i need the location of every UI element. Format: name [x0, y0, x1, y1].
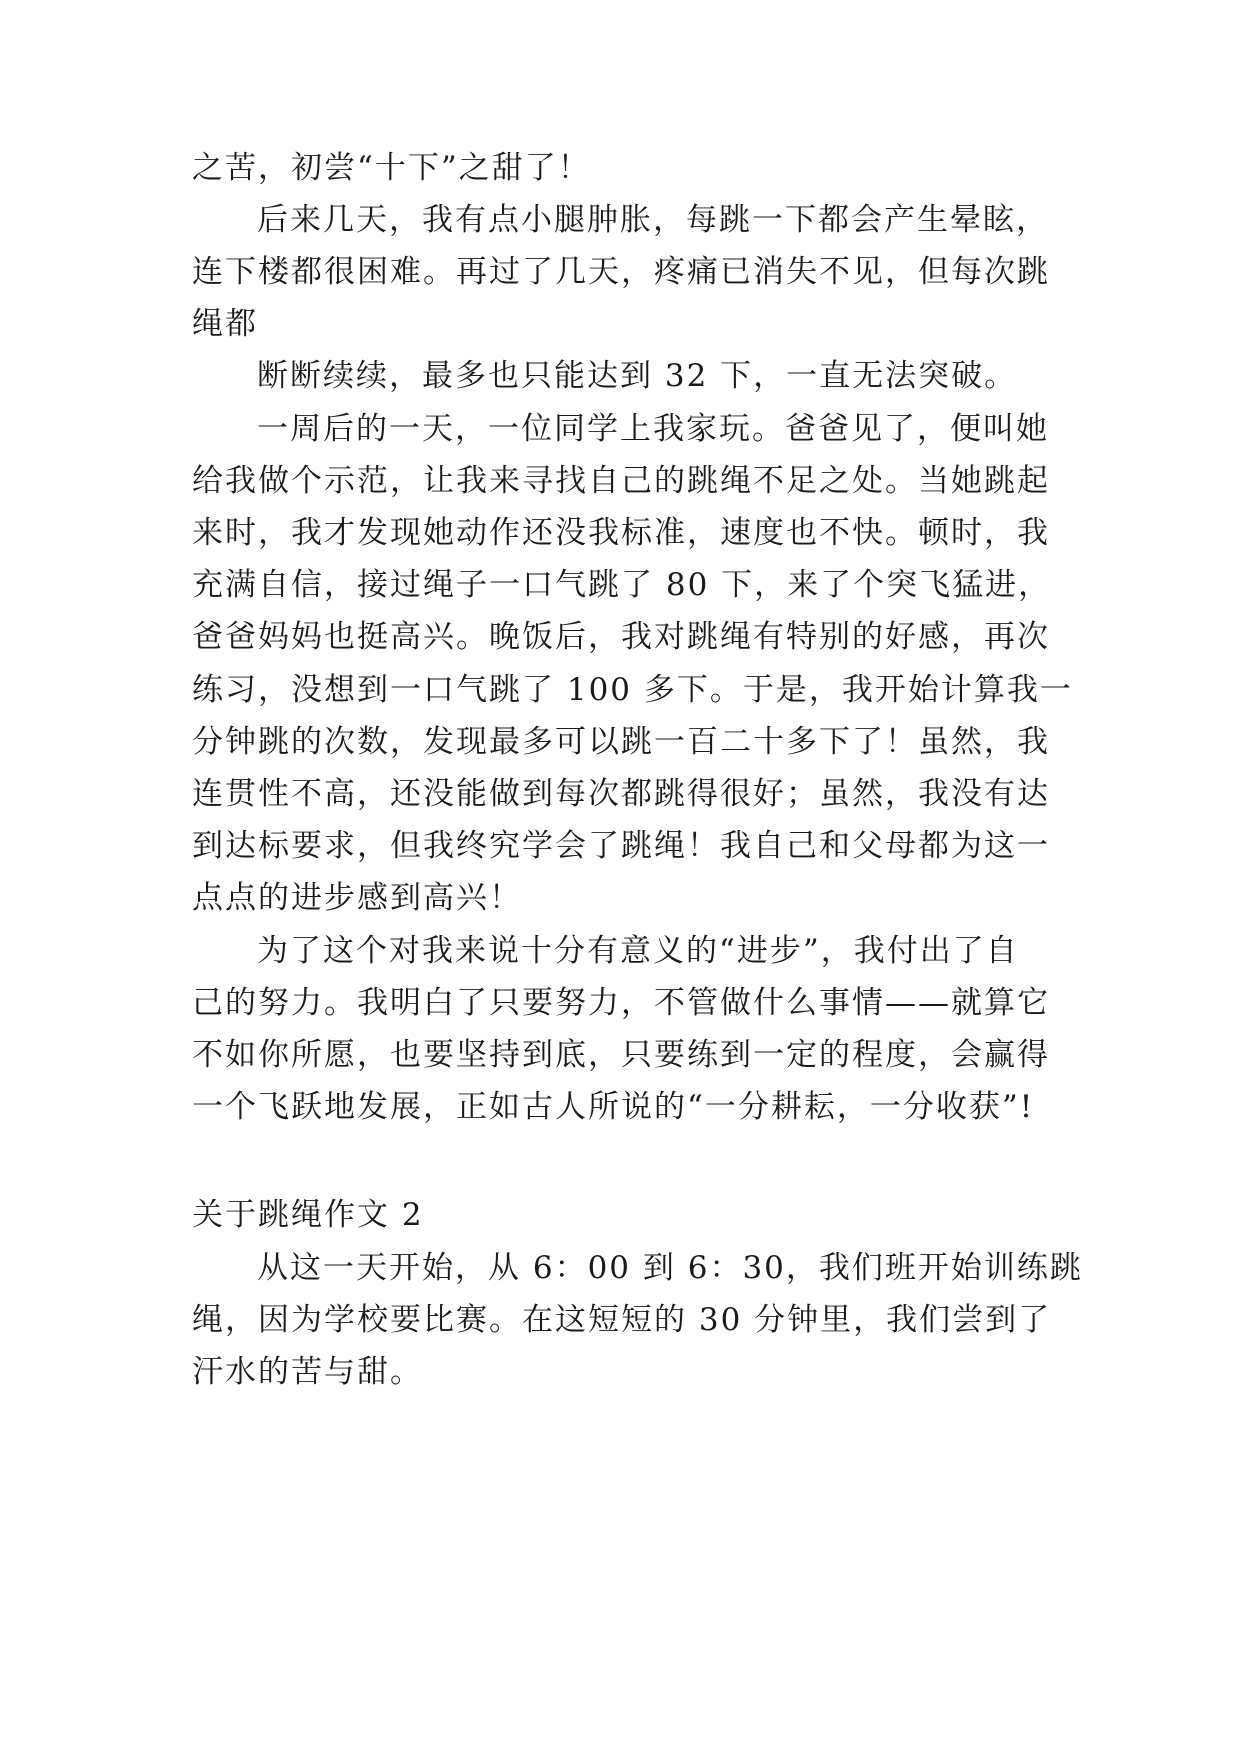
text-line: 之苦，初尝“十下”之甜了！: [192, 150, 591, 186]
text-line: 来时，我才发现她动作还没我标准，速度也不快。顿时，我: [192, 515, 1050, 551]
text-line: 后来几天，我有点小腿肿胀，每跳一下都会产生晕眩，: [257, 202, 1049, 238]
text-line: 点点的进步感到高兴！: [192, 880, 522, 916]
text-line: 绳，因为学校要比赛。在这短短的 30 分钟里，我们尝到了: [192, 1302, 1052, 1338]
text-line: 汗水的苦与甜。: [192, 1354, 423, 1390]
text-line: 绳都: [192, 306, 258, 342]
text-line: 为了这个对我来说十分有意义的“进步”，我付出了自: [257, 933, 1019, 969]
text-line: 断断续续，最多也只能达到 32 下，一直无法突破。: [257, 358, 1018, 394]
section-heading: 关于跳绳作文 2: [192, 1197, 424, 1233]
text-line: 爸爸妈妈也挺高兴。晚饭后，我对跳绳有特别的好感，再次: [192, 619, 1050, 655]
text-line: 分钟跳的次数，发现最多可以跳一百二十多下了！虽然，我: [192, 724, 1050, 760]
text-line: 从这一天开始，从 6：00 到 6：30，我们班开始训练跳: [257, 1250, 1083, 1286]
text-line: 充满自信，接过绳子一口气跳了 80 下，来了个突飞猛进，: [192, 567, 1052, 603]
text-line: 一个飞跃地发展，正如古人所说的“一分耕耘，一分收获”!: [192, 1089, 1035, 1125]
text-line: 练习，没想到一口气跳了 100 多下。于是，我开始计算我一: [192, 672, 1073, 708]
text-line: 到达标要求，但我终究学会了跳绳！我自己和父母都为这一: [192, 828, 1050, 864]
text-line: 给我做个示范，让我来寻找自己的跳绳不足之处。当她跳起: [192, 463, 1050, 499]
text-line: 己的努力。我明白了只要努力，不管做什么事情——就算它: [192, 985, 1050, 1021]
text-line: 连下楼都很困难。再过了几天，疼痛已消失不见，但每次跳: [192, 254, 1050, 290]
text-line: 不如你所愿，也要坚持到底，只要练到一定的程度，会赢得: [192, 1037, 1050, 1073]
text-line: 连贯性不高，还没能做到每次都跳得很好；虽然，我没有达: [192, 776, 1050, 812]
text-line: 一周后的一天，一位同学上我家玩。爸爸见了，便叫她: [257, 411, 1049, 447]
